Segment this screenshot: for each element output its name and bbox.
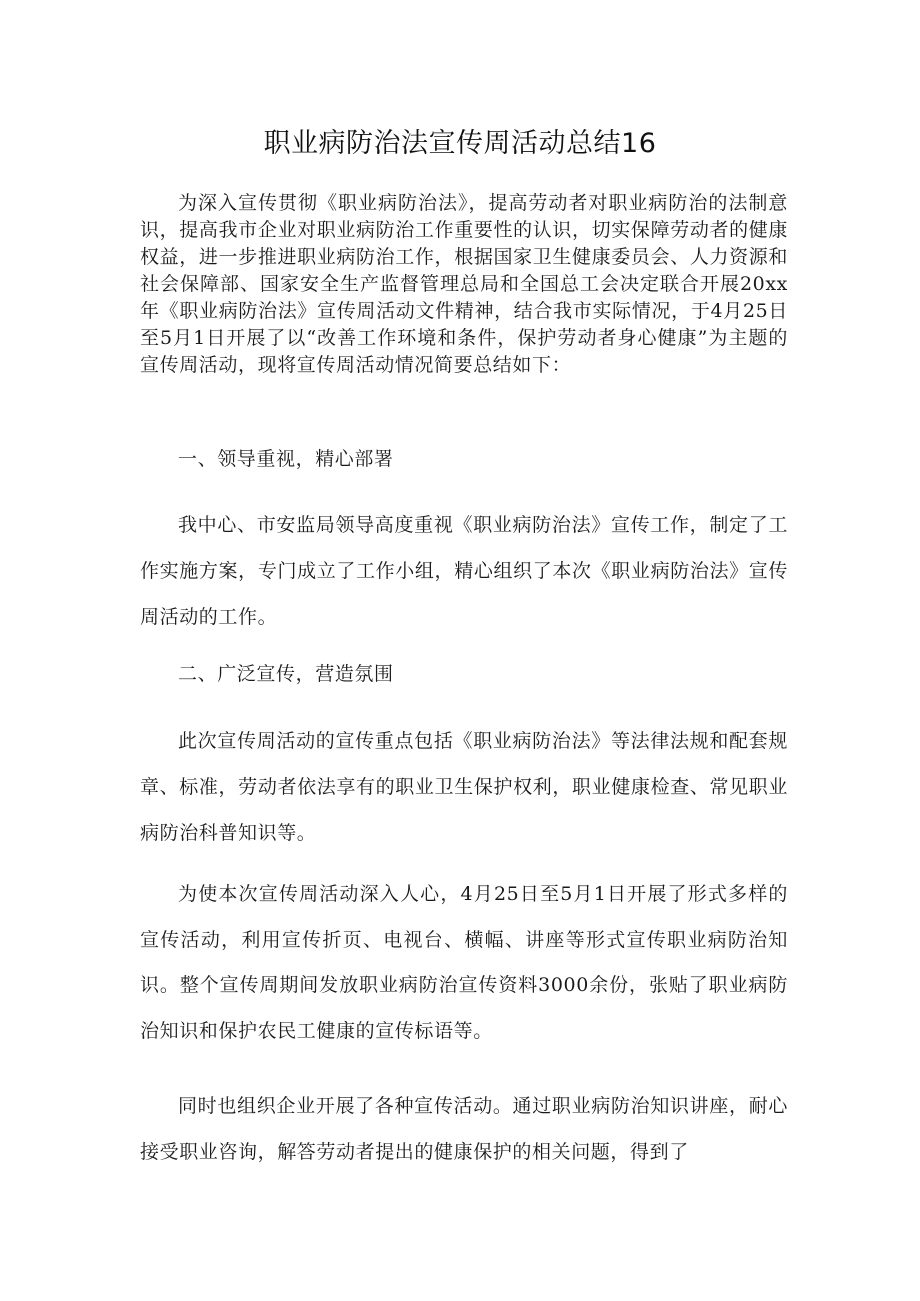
section-heading-1: 一、领导重视，精心部署 [178, 448, 394, 470]
section-2-paragraph-1: 此次宣传周活动的宣传重点包括《职业病防治法》等法律法规和配套规章、标准，劳动者依法享有的职业卫生保护权利，职业健康检查、常见职业病防治科普知识等。 [140, 730, 788, 844]
section-2-paragraph-2: 为使本次宣传周活动深入人心，4月25日至5月1日开展了形式多样的宣传活动，利用宣传折页、电视台、横幅、讲座等形式宣传职业病防治知识。整个宣传周期间发放职业病防治宣传资料3000余份，张贴了职业病防治知识和保护农民工健康的宣传标语等。 [140, 883, 788, 1042]
section-2-paragraph-3: 同时也组织企业开展了各种宣传活动。通过职业病防治知识讲座，耐心接受职业咨询，解答劳动者提出的健康保护的相关问题，得到了 [140, 1095, 788, 1163]
document-title: 职业病防治法宣传周活动总结16 [263, 128, 657, 159]
section-heading-2: 二、广泛宣传，营造氛围 [178, 663, 394, 685]
section-1-paragraph: 我中心、市安监局领导高度重视《职业病防治法》宣传工作，制定了工作实施方案，专门成立了工作小组，精心组织了本次《职业病防治法》宣传周活动的工作。 [140, 514, 788, 628]
intro-paragraph: 为深入宣传贯彻《职业病防治法》，提高劳动者对职业病防治的法制意识，提高我市企业对职业病防治工作重要性的认识，切实保障劳动者的健康权益，进一步推进职业病防治工作，根据国家卫生健康委员会、人力资源和社会保障部、国家安全生产监督管理总局和全国总工会决定联合开展20xx年《职业病防治法》宣传周活动文件精神，结合我市实际情况，于4月25日至5月1日开展了以“改善工作环境和条件，保护劳动者身心健康”为主题的宣传周活动，现将宣传周活动情况简要总结如下： [140, 192, 788, 376]
